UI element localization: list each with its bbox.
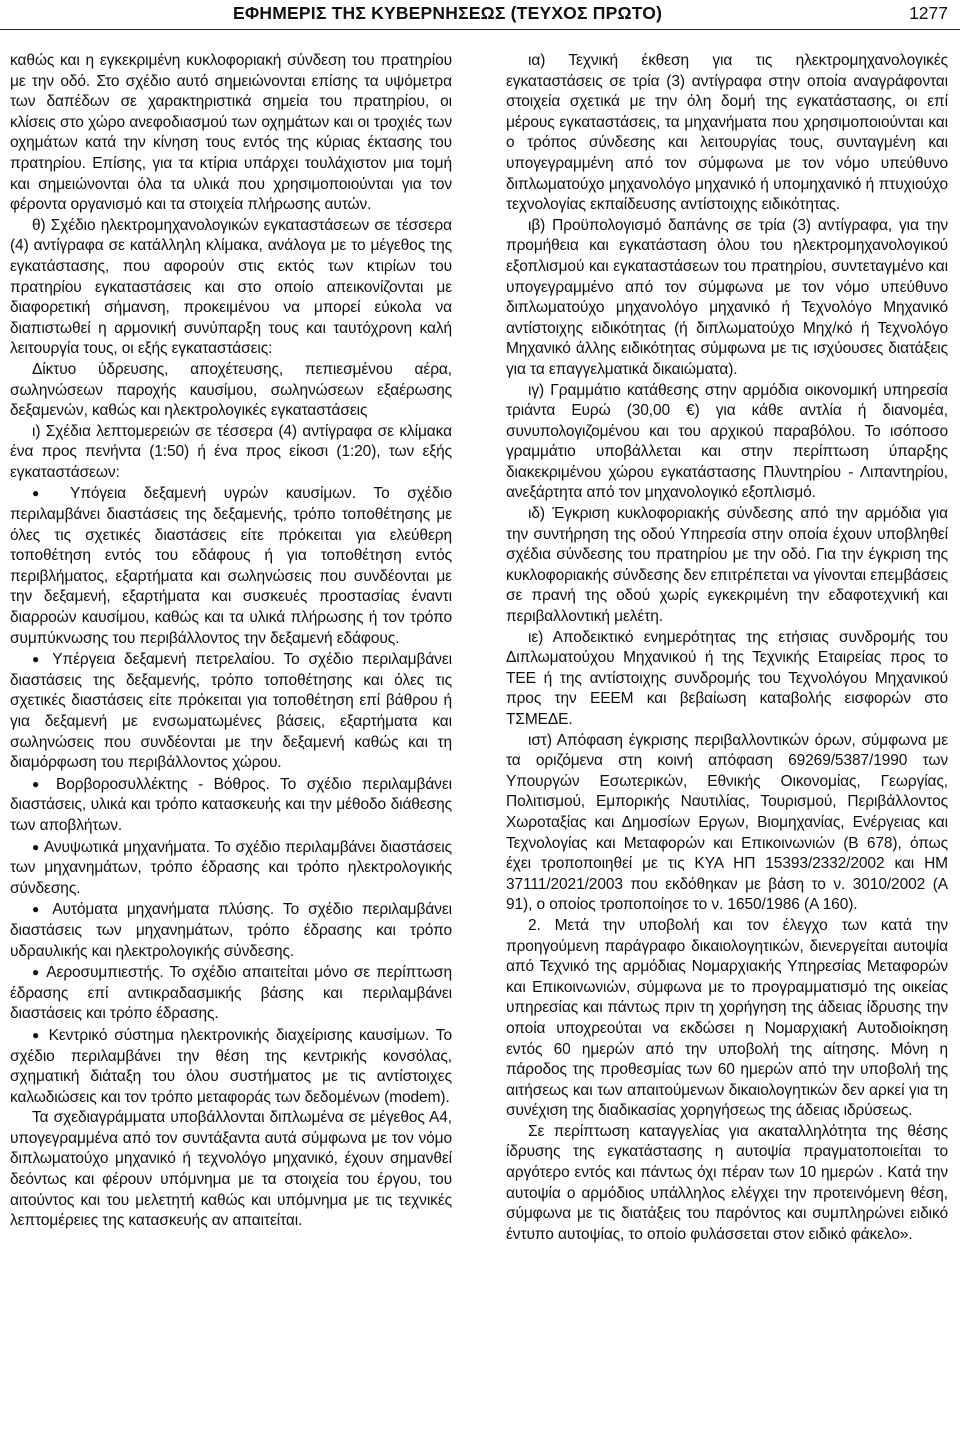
bullet-fuel-management-system: ● Κεντρικό σύστημα ηλεκτρονικής διαχείρισης καυσίμων. Το σχέδιο περιλαμβάνει την θέση της κεντρικής κονσόλας, σχηματική διάταξη του όλου συστήματος με τις αντίστοιχες καλωδιώσεις και τον τρόπο μεταφοράς των δεδομένων (modem). [10, 1026, 452, 1106]
page-header [0, 0, 960, 30]
paragraph-item-ia: ια) Τεχνική έκθεση για τις ηλεκτρομηχανολογικές εγκαταστάσεις σε τρία (3) αντίγραφα στην οποία αναγράφονται στοιχεία σχετικά με την όλη δομή της εγκατάστασης, οι επί μέρους εγκαταστάσεις, τα μηχανήματα που χρησιμοποιούνται και ο τρόπος σύνδεσης και λειτουργίας τους, συνταγμένη και υπογεγραμμένη από τον σύμφωνα με τον νόμο υπεύθυνο διπλωματούχο μηχανολόγο μηχανικό ή υπομηχανικό ή πτυχιούχο τεχνολογίας εκπαίδευσης αντίστοιχης ειδικότητας. [506, 52, 948, 214]
paragraph-item-id: ιδ) Έγκριση κυκλοφοριακής σύνδεσης από την αρμόδια για την συντήρηση της οδού Υπηρεσία στην οποία έχουν υποβληθεί σχέδια σύνδεσης του πρατηρίου με την οδό. Για την έγκριση της κυκλοφοριακής σύνδεσης δεν επιτρέπεται να γίνονται επεμβάσεις σε πρανή της οδού χωρίς εγκεκριμένη την εδαφοτεχνική και περιβαλλοντική μελέτη. [506, 505, 948, 626]
paragraph-continuation: καθώς και η εγκεκριμένη κυκλοφοριακή σύνδεση του πρατηρίου με την οδό. Στο σχέδιο αυτό σημειώνονται επίσης τα υψόμετρα των δαπέδων σε χαρακτηριστικά σημεία του πρατηρίου, οι κλίσεις στο χώρο ανεφοδιασμού των οχημάτων και οι τροχιές των οχημάτων κατά την κίνηση τους εντός της κύριας έκτασης του πρατηρίου. Επίσης, για τα κτίρια υπάρχει τουλάχιστον μια τομή και σημειώνονται όλα τα υλικά που χρησιμοποιούνται για τον φέροντα οργανισμό και τα στοιχεία πλήρωσης αυτών. [10, 52, 452, 214]
bullet-icon: ● [32, 839, 40, 854]
paragraph-section-2: 2. Μετά την υποβολή και τον έλεγχο των κατά την προηγούμενη παράγραφο δικαιολογητικών, διενεργείται αυτοψία από Τεχνικό της αρμόδιας Νομαρχιακής Υπηρεσίας Μεταφορών και Επικοινωνιών, σύμφωνα με το προγραμματισμό της οικείας υπηρεσίας και πάντως πριν τη χορήγηση της άδειας ίδρυσης την οποία υποχρεούται να εκδώσει η Νομαρχιακή Αυτοδιοίκηση εντός 60 ημερών από την υποβολή της αίτησης. Μόνη η πάροδος της προθεσμίας των 60 ημερών από την υποβολή της αιτήσεως και των απαιτούμενων δικαιολογητικών δεν αρκεί για τη συνέχιση της διαδικασίας χορηγήσεως της άδειας ιδρύσεως. [506, 916, 948, 1120]
bullet-air-compressor: ● Αεροσυμπιεστής. Το σχέδιο απαιτείται μόνο σε περίπτωση έδρασης επί αντικραδασμικής βάσης και περιλαμβάνει διαστάσεις και τρόπο έδρασης. [10, 964, 452, 1023]
left-column [10, 51, 452, 1232]
gazette-title: ΕΦΗΜΕΡΙΣ ΤΗΣ ΚΥΒΕΡΝΗΣΕΩΣ (ΤΕΥΧΟΣ ΠΡΩΤΟ) [233, 3, 663, 23]
bullet-lifting-machines: ● Ανυψωτικά μηχανήματα. Το σχέδιο περιλαμβάνει διαστάσεις των μηχανημάτων, τρόπο έδρασης και τρόπο ηλεκτρολογικής σύνδεσης. [10, 838, 452, 897]
right-column [506, 51, 948, 1245]
paragraph-item-ie: ιε) Αποδεικτικό ενημερότητας της ετήσιας συνδρομής του Διπλωματούχου Μηχανικού ή της Τεχνικής Εταιρείας προς το ΤΕΕ ή της αντίστοιχης συνδρομής του Τεχνολόγου Μηχανικού προς την ΕΕΕΜ και βεβαίωση καταβολής εισφορών στο ΤΣΜΕΔΕ. [506, 628, 948, 728]
bullet-icon: ● [32, 652, 44, 667]
paragraph-installations-list: Δίκτυο ύδρευσης, αποχέτευσης, πεπιεσμένου αέρα, σωληνώσεων παροχής καυσίμου, σωληνώσεων εξαέρωσης δεξαμενών, καθώς και ηλεκτρολογικές εγκαταστάσεις [10, 360, 452, 420]
bullet-sludge-collector: ● Βορβοροσυλλέκτης - Βόθρος. Το σχέδιο περιλαμβάνει διαστάσεις, υλικά και τρόπο κατασκευής και την μέθοδο διάθεσης των αποβλήτων. [10, 775, 452, 834]
bullet-icon: ● [32, 965, 42, 980]
bullet-icon: ● [32, 902, 45, 917]
paragraph-item-ib: ιβ) Προϋπολογισμό δαπάνης σε τρία (3) αντίγραφα, για την προμήθεια και εγκατάσταση όλου του ηλεκτρομηχανολογικού εξοπλισμού και εγκαταστάσεων του πρατηρίου, συντεταγμένο και υπογεγραμμένο από τον σύμφωνα με τον νόμο υπεύθυνο διπλωματούχο μηχανολόγο μηχανικό ή Τεχνολόγο Μηχανικό αντίστοιχης ειδικότητας (ή διπλωματούχο Μηχ/κό ή Τεχνολόγο Μηχανικό άλλης ειδικότητας σύμφωνα με τις ισχύουσες διατάξεις για τα επαγγελματικά δικαιώματα). [506, 216, 948, 378]
page-number: 1277 [909, 3, 948, 23]
bullet-icon: ● [32, 486, 53, 501]
paragraph-item-iota: ι) Σχέδια λεπτομερειών σε τέσσερα (4) αντίγραφα σε κλίμακα ένα προς πενήντα (1:50) ή ένα προς είκοσι (1:20), των εξής εγκαταστάσεων: [10, 422, 452, 481]
paragraph-complaint-case: Σε περίπτωση καταγγελίας για ακαταλληλότητα της θέσης ίδρυσης της εγκατάστασης η αυτοψία πραγματοποιείται το αργότερο εντός και πάντως όχι πέραν των 10 ημερών . Κατά την αυτοψία ο αρμόδιος υπάλληλος ελέγχει την προτεινόμενη θέση, σύμφωνα με τις διατάξεις του παρόντος και συμπληρώνει ειδικό έντυπο αυτοψίας, το οποίο φυλάσσεται στον ειδικό φάκελο». [506, 1122, 948, 1243]
paragraph-item-ist: ιστ) Απόφαση έγκρισης περιβαλλοντικών όρων, σύμφωνα με τα οριζόμενα στη κοινή απόφαση 69269/5387/1990 των Υπουργών Εσωτερικών, Εθνικής Οικονομίας, Γεωργίας, Πολιτισμού, Εμπορικής Ναυτιλίας, Τουρισμού, Περιβάλλοντος Χωροταξίας και Δημοσίων Εργων, Βιομηχανίας, Ενέργειας και Τεχνολογίας και Μεταφορών και Επικοινωνιών (Β 678), όπως έχει τροποποιηθεί με τις ΚΥΑ ΗΠ 15393/2332/2002 και ΗΜ 37111/2021/2003 που εκδόθηκαν με βάση το ν. 3010/2002 (Α 91), ο οποίος τροποποίησε το ν. 1650/1986 (Α 160). [506, 731, 948, 914]
bullet-icon: ● [32, 1027, 42, 1042]
paragraph-item-theta: θ) Σχέδιο ηλεκτρομηχανολογικών εγκαταστάσεων σε τέσσερα (4) αντίγραφα σε κατάλληλη κλίμακα, ανάλογα με το μέγεθος της εγκατάστασης, που αφορούν στις εκτός των κτιρίων του πρατηρίου εγκαταστάσεις και στο οποίο απεικονίζονται με διαφορετική σήμανση, προκειμένου να μπορεί εύκολα να διαπιστωθεί η αρμονική συνύπαρξη τους και ταυτόχρονη καλή λειτουργία τους, οι εξής εγκαταστάσεις: [10, 216, 452, 358]
bullet-aboveground-tank: ● Υπέργεια δεξαμενή πετρελαίου. Το σχέδιο περιλαμβάνει διαστάσεις της δεξαμενής, τρόπο τοποθέτησης και όλες τις σχετικές διαστάσεις είτε πρόκειται για τοποθέτηση επί βάθρου ή για δεξαμενή με ενσωματωμένες βάσεις, εξαρτήματα και σωληνώσεις που συνδέονται με την δεξαμενή καθώς και τη διαμόρφωση του περιβάλλοντος χώρου. [10, 651, 452, 772]
header-divider [0, 29, 960, 30]
paragraph-drawings-submission: Τα σχεδιαγράμματα υποβάλλονται διπλωμένα σε μέγεθος Α4, υπογεγραμμένα από τον συντάξαντα αυτά σύμφωνα με τον νόμο διπλωματούχο μηχανικό ή τεχνολόγο μηχανικό, έχουν σημανθεί δεόντως και φέρουν υπόμνημα με τα στοιχεία του έργου, του αιτούντος και του μελετητή καθώς και υπόμνημα με τις τεχνικές λεπτομέρειες της κατασκευής αν απαιτείται. [10, 1109, 452, 1230]
bullet-icon: ● [32, 776, 46, 791]
bullet-washing-machines: ● Αυτόματα μηχανήματα πλύσης. Το σχέδιο περιλαμβάνει διαστάσεις των μηχανημάτων, τρόπο έδρασης και τρόπο υδραυλικής και ηλεκτρολογικής σύνδεσης. [10, 901, 452, 960]
bullet-underground-tank: ● Υπόγεια δεξαμενή υγρών καυσίμων. Το σχέδιο περιλαμβάνει διαστάσεις της δεξαμενής, τρόπο τοποθέτησης με όλες τις σχετικές διαστάσεις είτε πρόκειται για ελεύθερη τοποθέτηση εντός του εδάφους ή για τοποθέτηση εντός περιβλήματος, εξαρτήματα και σωληνώσεις που συνδέονται με την δεξαμενή, εξαρτήματα και συσκευές προστασίας έναντι διαρροών καυσίμου, καθώς και τα υλικά πλήρωσης ή τον τρόπο συμπύκνωσης του περιβάλλοντος την δεξαμενή εδάφους. [10, 485, 452, 647]
paragraph-item-ig: ιγ) Γραμμάτιο κατάθεσης στην αρμόδια οικονομική υπηρεσία τριάντα Ευρώ (30,00 €) για κάθε αντλία ή διανομέα, συνυπολογιζομένου και του αρχικού παραβόλου. Το ισόποσο γραμμάτιο υποβάλλεται και στην περίπτωση ύπαρξης διακεκριμένου χώρου εγκατάστασης Πλυντηρίου - Λιπαντηρίου, ανεξάρτητα από τον μηχανολογικό εξοπλισμό. [506, 381, 948, 502]
